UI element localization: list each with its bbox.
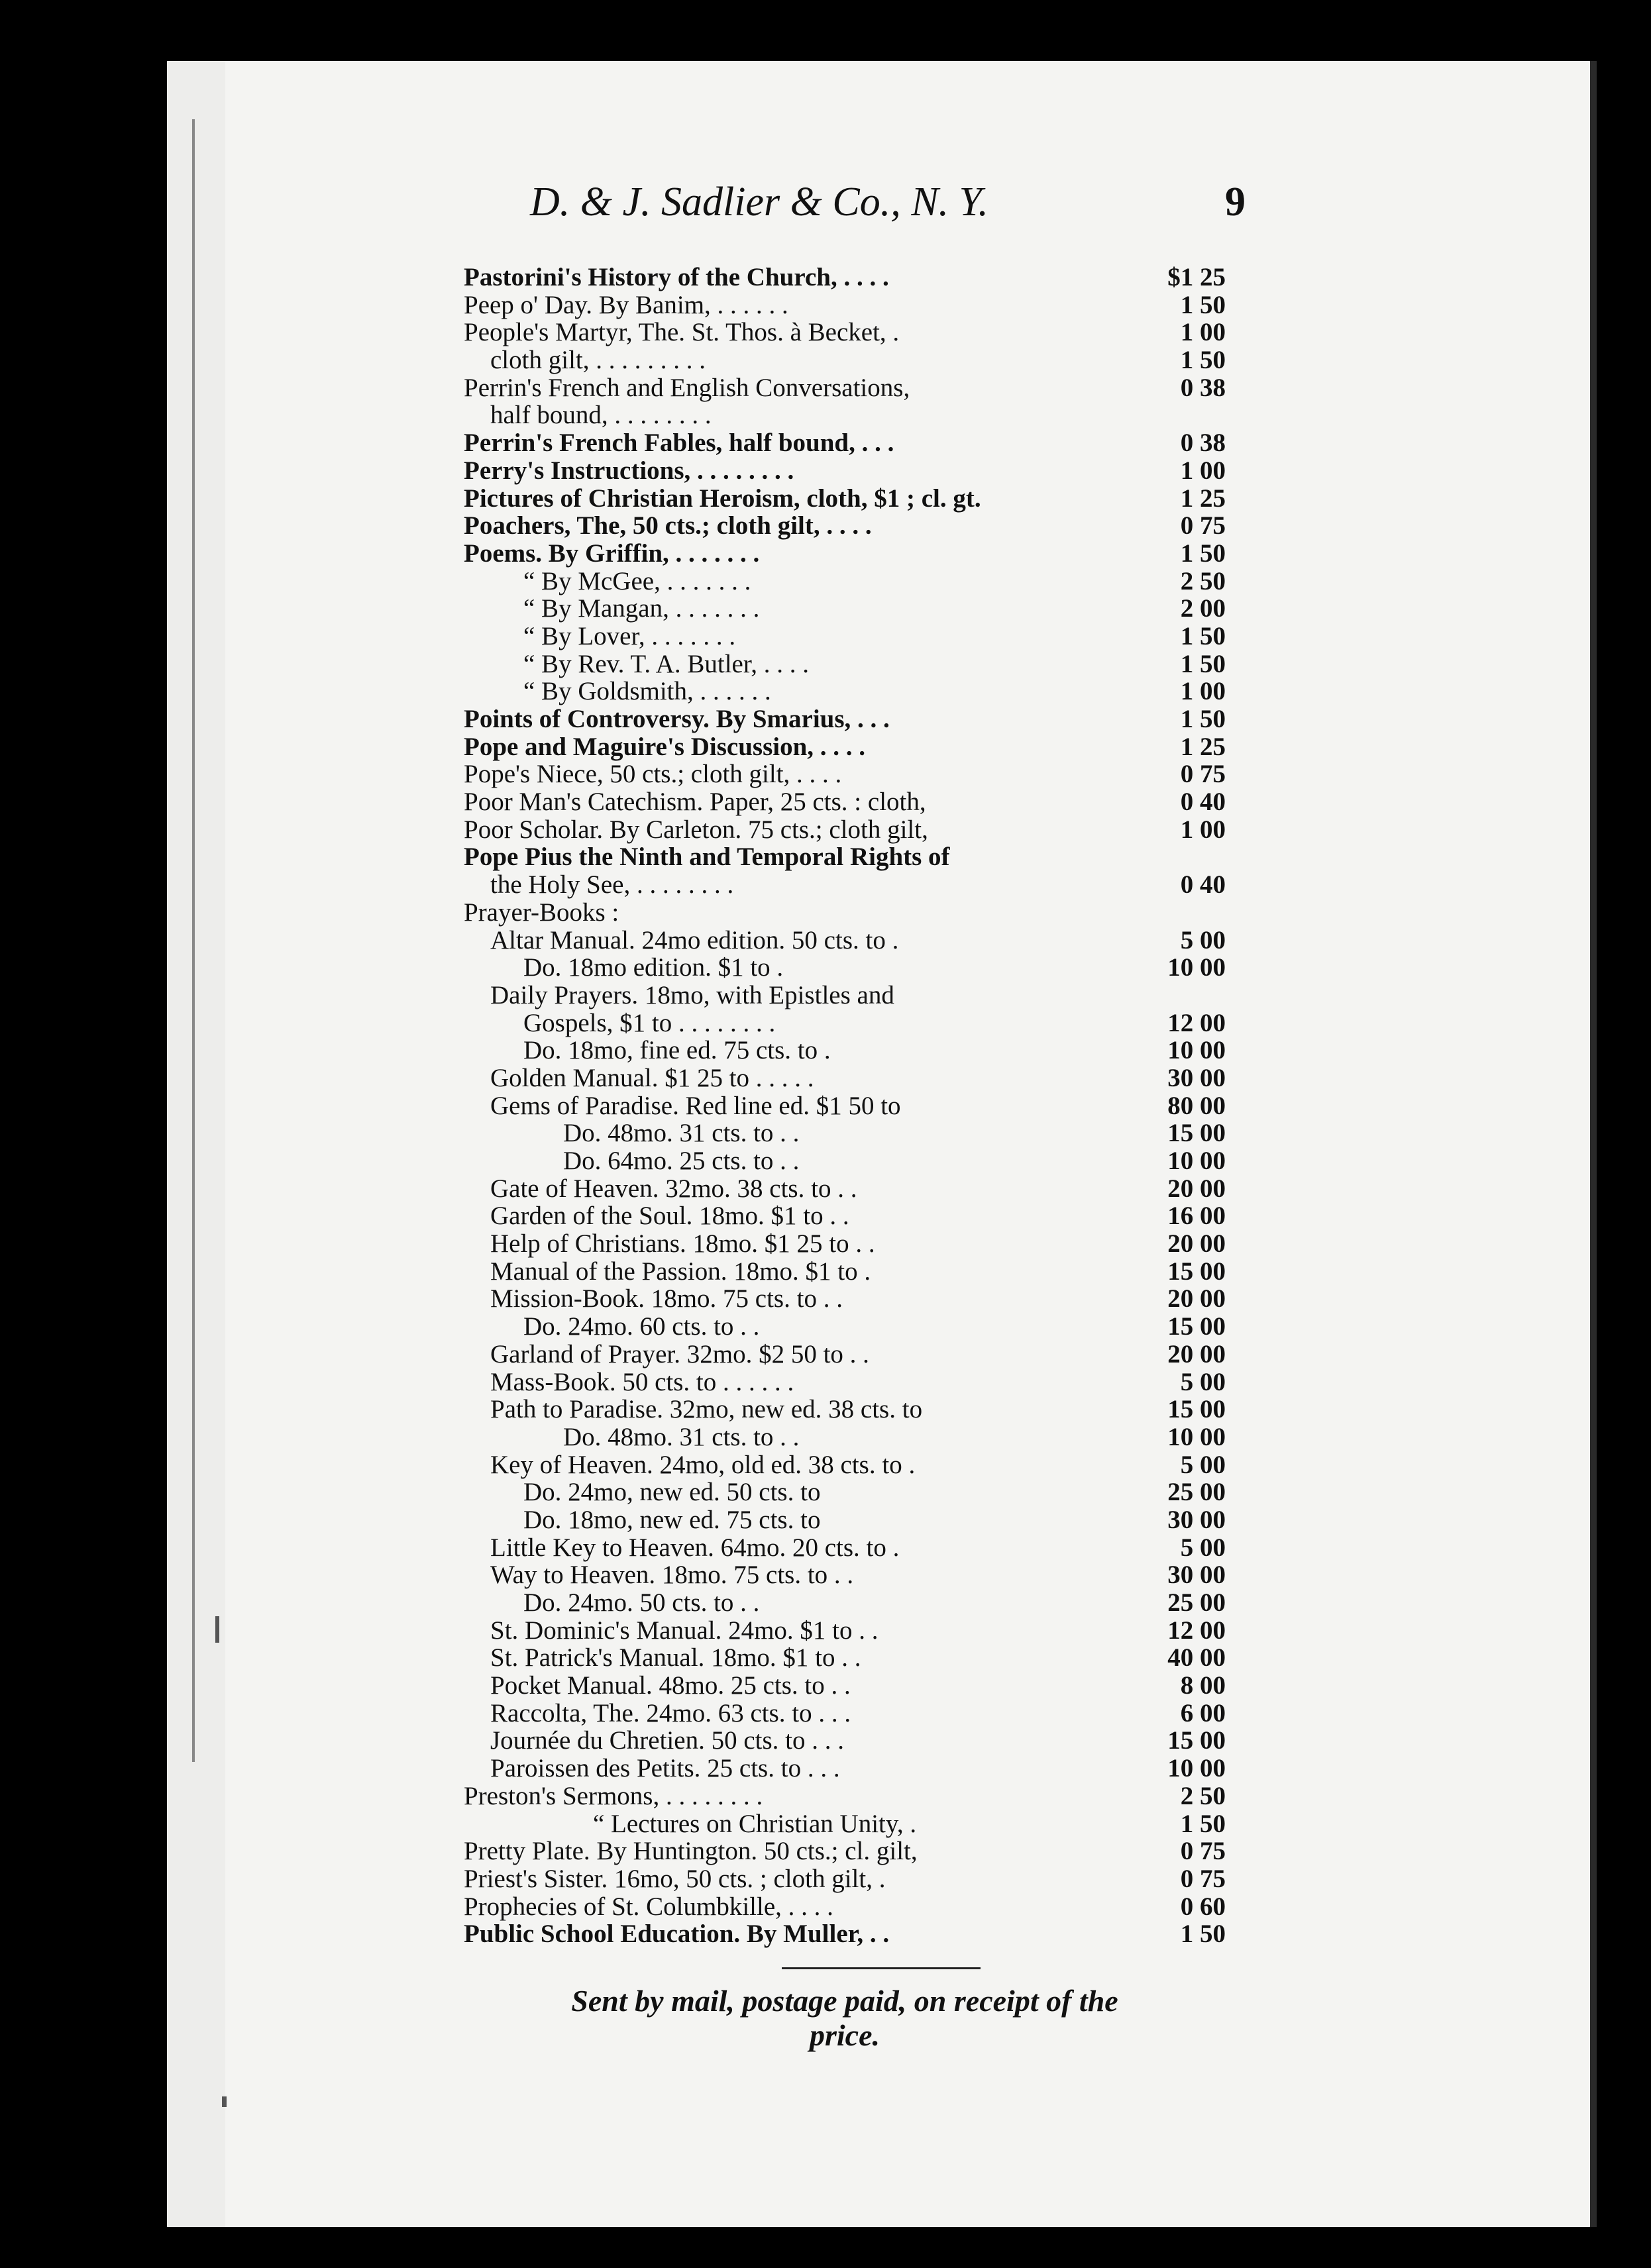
item-title: Do. 18mo, fine ed. 75 cts. to . <box>523 1037 831 1065</box>
item-price: 0 75 <box>1180 1864 1226 1893</box>
item-title: St. Dominic's Manual. 24mo. $1 to . . <box>490 1616 879 1645</box>
item-title: cloth gilt, . . . . . . . . . <box>490 346 706 375</box>
item-title: half bound, . . . . . . . . <box>490 401 712 430</box>
item-title: Do. 24mo. 60 cts. to . . <box>523 1313 760 1341</box>
item-title: Do. 48mo. 31 cts. to . . <box>563 1119 800 1148</box>
list-item <box>464 927 1226 954</box>
item-title: St. Patrick's Manual. 18mo. $1 to . . <box>490 1644 861 1673</box>
list-item <box>464 1119 1226 1147</box>
item-price: 10 00 <box>1167 1754 1226 1783</box>
item-price: 5 00 <box>1180 1533 1226 1562</box>
list-item <box>464 1534 1226 1562</box>
item-price: 20 00 <box>1167 1174 1226 1203</box>
list-item <box>464 1865 1226 1893</box>
item-price: 2 00 <box>1180 594 1226 623</box>
item-price: 20 00 <box>1167 1229 1226 1259</box>
item-title: Paroissen des Petits. 25 cts. to . . . <box>490 1755 840 1783</box>
item-price: 15 00 <box>1167 1257 1226 1286</box>
gutter-line <box>192 119 195 1762</box>
list-item <box>464 374 1226 402</box>
item-price: 0 75 <box>1180 511 1226 541</box>
item-title: Pope Pius the Ninth and Temporal Rights of <box>464 843 950 872</box>
item-title: Do. 48mo. 31 cts. to . . <box>563 1423 800 1451</box>
item-title: Daily Prayers. 18mo, with Epistles and <box>490 981 894 1009</box>
running-head-title: D. & J. Sadlier & Co., N. Y. <box>530 180 988 225</box>
list-item <box>464 595 1226 623</box>
item-price: 1 50 <box>1180 539 1226 568</box>
list-item <box>464 1617 1226 1645</box>
item-price: 10 00 <box>1167 1422 1226 1451</box>
list-item <box>464 1092 1226 1120</box>
item-price: 25 00 <box>1167 1478 1226 1507</box>
item-price: 15 00 <box>1167 1395 1226 1424</box>
item-price: 0 40 <box>1180 870 1226 900</box>
list-item <box>464 1837 1226 1865</box>
list-item <box>464 1285 1226 1313</box>
item-title: Priest's Sister. 16mo, 50 cts. ; cloth gilt, . <box>464 1865 886 1893</box>
page-header <box>530 179 1246 232</box>
item-title: Do. 24mo. 50 cts. to . . <box>523 1589 760 1617</box>
item-title: Raccolta, The. 24mo. 63 cts. to . . . <box>490 1699 851 1727</box>
list-item <box>464 733 1226 761</box>
item-price: 16 00 <box>1167 1202 1226 1231</box>
page-edge-shadow <box>1590 61 1597 2227</box>
item-price: 0 60 <box>1180 1892 1226 1921</box>
item-title: Mass-Book. 50 cts. to . . . . . . <box>490 1368 794 1396</box>
item-title: Poems. By Griffin, . . . . . . . <box>464 539 760 568</box>
item-price: 1 25 <box>1180 484 1226 513</box>
item-title: Do. 64mo. 25 cts. to . . <box>563 1147 800 1175</box>
item-title: “ Lectures on Christian Unity, . <box>593 1810 917 1838</box>
list-item <box>464 899 1226 927</box>
list-item <box>464 1755 1226 1782</box>
item-title: Journée du Chretien. 50 cts. to . . . <box>490 1727 844 1755</box>
list-item <box>464 1396 1226 1423</box>
list-item <box>464 760 1226 788</box>
item-price: 10 00 <box>1167 1036 1226 1065</box>
item-price: 1 50 <box>1180 649 1226 678</box>
item-price: 8 00 <box>1180 1671 1226 1700</box>
margin-mark <box>222 2096 227 2107</box>
item-price: 2 50 <box>1180 1781 1226 1810</box>
item-price: 0 38 <box>1180 429 1226 458</box>
item-price: 15 00 <box>1167 1726 1226 1755</box>
list-item <box>464 1037 1226 1064</box>
item-price: 1 25 <box>1180 732 1226 761</box>
item-title: Manual of the Passion. 18mo. $1 to . <box>490 1257 871 1286</box>
item-title: Pope's Niece, 50 cts.; cloth gilt, . . . . <box>464 760 842 789</box>
item-title: Pocket Manual. 48mo. 25 cts. to . . <box>490 1672 851 1700</box>
footer-rule <box>782 1967 981 1969</box>
item-title: Garden of the Soul. 18mo. $1 to . . <box>490 1202 849 1231</box>
item-title: Way to Heaven. 18mo. 75 cts. to . . <box>490 1561 854 1590</box>
margin-mark <box>215 1616 219 1643</box>
item-title: “ By McGee, . . . . . . . <box>523 567 751 595</box>
list-item <box>464 429 1226 457</box>
item-price: 0 75 <box>1180 1837 1226 1866</box>
item-price: 12 00 <box>1167 1008 1226 1037</box>
item-title: Poor Man's Catechism. Paper, 25 cts. : cloth, <box>464 788 926 817</box>
list-item <box>464 1782 1226 1810</box>
item-title: Points of Controversy. By Smarius, . . . <box>464 705 890 733</box>
list-item <box>464 1147 1226 1175</box>
list-item <box>464 1064 1226 1092</box>
item-price: 15 00 <box>1167 1119 1226 1148</box>
list-item <box>464 457 1226 485</box>
item-price: 1 50 <box>1180 1920 1226 1949</box>
list-item <box>464 346 1226 374</box>
list-item <box>464 1423 1226 1451</box>
item-title: Public School Education. By Muller, . . <box>464 1920 890 1949</box>
item-title: Perry's Instructions, . . . . . . . . <box>464 456 794 485</box>
item-price: 0 38 <box>1180 373 1226 402</box>
item-price: 30 00 <box>1167 1063 1226 1092</box>
list-item <box>464 1175 1226 1203</box>
list-item <box>464 1230 1226 1258</box>
item-title: Golden Manual. $1 25 to . . . . . <box>490 1064 814 1092</box>
item-price: 1 50 <box>1180 705 1226 733</box>
list-item <box>464 540 1226 568</box>
item-title: Do. 18mo edition. $1 to . <box>523 954 784 982</box>
item-title: Poachers, The, 50 cts.; cloth gilt, . . . . <box>464 512 872 541</box>
item-title: Mission-Book. 18mo. 75 cts. to . . <box>490 1285 843 1314</box>
list-item <box>464 319 1226 346</box>
item-price: 40 00 <box>1167 1643 1226 1673</box>
item-title: “ By Mangan, . . . . . . . <box>523 595 760 623</box>
list-item <box>464 485 1226 513</box>
list-item <box>464 1368 1226 1396</box>
list-item <box>464 954 1226 982</box>
item-title: the Holy See, . . . . . . . . <box>490 871 734 900</box>
item-price: $1 25 <box>1167 263 1226 291</box>
list-item <box>464 1009 1226 1037</box>
item-price: 1 00 <box>1180 677 1226 706</box>
list-item <box>464 816 1226 844</box>
list-item <box>464 291 1226 319</box>
list-item <box>464 1727 1226 1755</box>
list-item <box>464 1589 1226 1617</box>
item-title: People's Martyr, The. St. Thos. à Becket, . <box>464 319 900 347</box>
item-price: 1 50 <box>1180 1809 1226 1838</box>
item-price: 5 00 <box>1180 925 1226 954</box>
item-title: “ By Rev. T. A. Butler, . . . . <box>523 650 810 678</box>
list-item <box>464 1313 1226 1341</box>
item-price: 0 75 <box>1180 760 1226 789</box>
item-title: “ By Lover, . . . . . . . <box>523 622 736 650</box>
item-title: Prayer-Books : <box>464 898 619 927</box>
item-price: 1 50 <box>1180 290 1226 319</box>
list-item <box>464 650 1226 678</box>
item-title: Preston's Sermons, . . . . . . . . <box>464 1782 763 1810</box>
list-item <box>464 623 1226 650</box>
item-title: Help of Christians. 18mo. $1 25 to . . <box>490 1230 875 1259</box>
list-item <box>464 512 1226 540</box>
item-price: 10 00 <box>1167 953 1226 982</box>
item-price: 20 00 <box>1167 1339 1226 1368</box>
item-title: Gems of Paradise. Red line ed. $1 50 to <box>490 1092 901 1120</box>
item-price: 15 00 <box>1167 1312 1226 1341</box>
footer-line-2: price. <box>809 2018 880 2052</box>
list-item <box>464 1644 1226 1672</box>
list-item <box>464 1341 1226 1368</box>
item-title: Poor Scholar. By Carleton. 75 cts.; cloth gilt, <box>464 815 928 844</box>
item-price: 0 40 <box>1180 788 1226 817</box>
list-item <box>464 1672 1226 1700</box>
list-item <box>464 705 1226 733</box>
item-price: 20 00 <box>1167 1284 1226 1314</box>
item-price: 6 00 <box>1180 1698 1226 1727</box>
list-item <box>464 871 1226 899</box>
item-title: Perrin's French Fables, half bound, . . . <box>464 429 894 458</box>
item-title: Altar Manual. 24mo edition. 50 cts. to . <box>490 926 899 954</box>
item-title: Perrin's French and English Conversations, <box>464 374 910 402</box>
list-item <box>464 1202 1226 1230</box>
item-title: Little Key to Heaven. 64mo. 20 cts. to . <box>490 1533 900 1562</box>
item-title: Gospels, $1 to . . . . . . . . <box>523 1009 776 1037</box>
item-title: Gate of Heaven. 32mo. 38 cts. to . . <box>490 1174 857 1203</box>
list-item <box>464 678 1226 705</box>
list-item <box>464 1258 1226 1286</box>
item-price: 1 50 <box>1180 346 1226 375</box>
item-title: “ By Goldsmith, . . . . . . <box>523 678 771 706</box>
list-item <box>464 1810 1226 1838</box>
list-item <box>464 1451 1226 1479</box>
list-item <box>464 982 1226 1009</box>
item-price: 80 00 <box>1167 1091 1226 1120</box>
footer-note <box>457 1984 1232 2053</box>
list-item <box>464 264 1226 291</box>
item-price: 1 00 <box>1180 815 1226 844</box>
item-price: 30 00 <box>1167 1505 1226 1534</box>
item-price: 1 00 <box>1180 318 1226 347</box>
footer-line-1: Sent by mail, postage paid, on receipt of the <box>571 1984 1118 2018</box>
list-item <box>464 1506 1226 1534</box>
list-item <box>464 788 1226 816</box>
item-title: Do. 18mo, new ed. 75 cts. to <box>523 1506 821 1534</box>
item-price: 1 50 <box>1180 621 1226 650</box>
list-item <box>464 1700 1226 1727</box>
item-title: Pastorini's History of the Church, . . . . <box>464 264 889 291</box>
list-item <box>464 568 1226 595</box>
item-title: Garland of Prayer. 32mo. $2 50 to . . <box>490 1340 869 1368</box>
item-price: 25 00 <box>1167 1588 1226 1617</box>
page-gutter <box>167 61 228 2227</box>
item-title: Prophecies of St. Columbkille, . . . . <box>464 1892 833 1921</box>
item-price: 5 00 <box>1180 1450 1226 1479</box>
item-title: Key of Heaven. 24mo, old ed. 38 cts. to . <box>490 1451 916 1479</box>
item-title: Pope and Maguire's Discussion, . . . . <box>464 733 866 761</box>
item-price: 1 00 <box>1180 456 1226 485</box>
page-number: 9 <box>1225 180 1246 225</box>
list-item <box>464 1920 1226 1948</box>
item-price: 10 00 <box>1167 1147 1226 1175</box>
list-item <box>464 843 1226 871</box>
item-title: Path to Paradise. 32mo, new ed. 38 cts. to <box>490 1396 923 1424</box>
list-item <box>464 1478 1226 1506</box>
item-title: Pictures of Christian Heroism, cloth, $1 ; cl. gt. <box>464 484 981 513</box>
item-title: Pretty Plate. By Huntington. 50 cts.; cl. gilt, <box>464 1837 918 1866</box>
item-title: Peep o' Day. By Banim, . . . . . . <box>464 291 788 319</box>
item-price: 5 00 <box>1180 1367 1226 1396</box>
list-item <box>464 1561 1226 1589</box>
list-item <box>464 401 1226 429</box>
price-list <box>464 264 1226 1948</box>
item-price: 30 00 <box>1167 1561 1226 1590</box>
item-price: 2 50 <box>1180 566 1226 595</box>
item-title: Do. 24mo, new ed. 50 cts. to <box>523 1478 821 1507</box>
item-price: 12 00 <box>1167 1616 1226 1645</box>
list-item <box>464 1893 1226 1921</box>
